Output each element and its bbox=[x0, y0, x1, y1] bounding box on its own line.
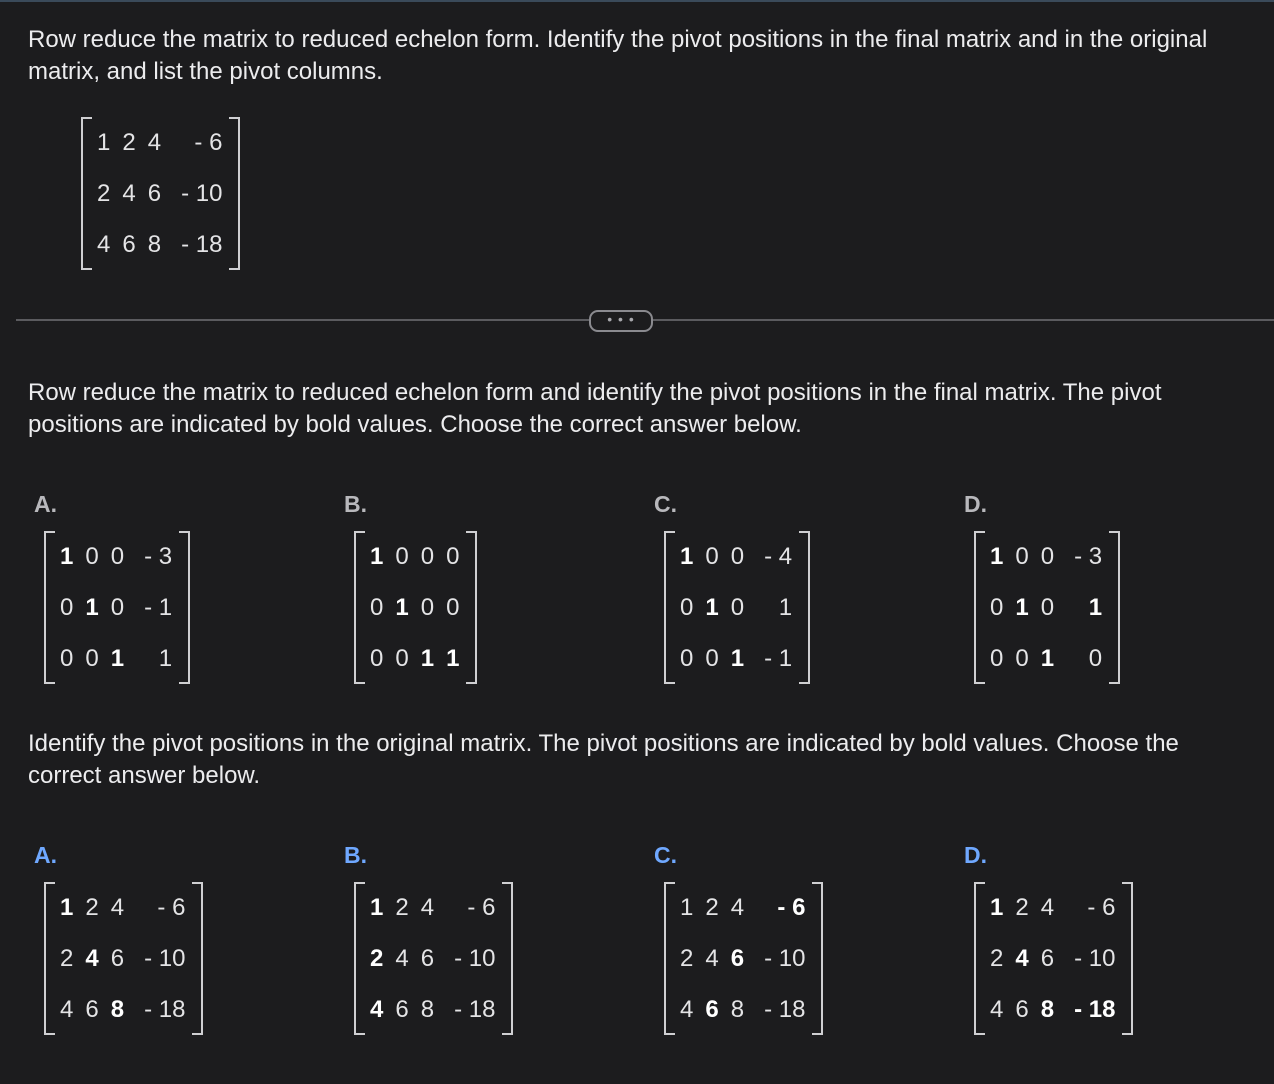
matrix-cell: - 4 bbox=[764, 542, 793, 570]
matrix-cell: - 18 bbox=[144, 995, 186, 1023]
matrix-cell: - 1 bbox=[144, 593, 173, 621]
matrix-cell: 1 bbox=[60, 542, 74, 570]
matrix-cell: 0 bbox=[85, 644, 99, 672]
matrix-cell: 4 bbox=[1015, 944, 1029, 972]
matrix-cell: 0 bbox=[446, 593, 460, 621]
matrix-cell: 1 bbox=[1015, 593, 1029, 621]
matrix-cell: 0 bbox=[680, 644, 694, 672]
left-bracket bbox=[81, 117, 92, 270]
matrix-cell: 0 bbox=[446, 542, 460, 570]
part1-option-d-label[interactable]: D. bbox=[964, 491, 987, 517]
matrix-cell: - 18 bbox=[454, 995, 496, 1023]
matrix-cell: 4 bbox=[1040, 893, 1055, 921]
matrix-cell: 1 bbox=[990, 893, 1004, 921]
right-bracket bbox=[229, 117, 240, 270]
matrix-cell: 0 bbox=[395, 644, 409, 672]
matrix-cell: 1 bbox=[778, 593, 793, 621]
matrix-cell: 0 bbox=[990, 644, 1004, 672]
matrix-cell: 0 bbox=[1040, 593, 1055, 621]
matrix-cell: 0 bbox=[60, 644, 74, 672]
matrix-cell: - 6 bbox=[467, 893, 496, 921]
matrix-cell: 8 bbox=[420, 995, 435, 1023]
matrix-cell: 4 bbox=[730, 893, 745, 921]
part2-option-b-matrix[interactable] bbox=[354, 882, 513, 1035]
matrix-cell: 4 bbox=[60, 995, 74, 1023]
matrix-cell: 4 bbox=[147, 128, 162, 156]
part1-option-d-matrix[interactable] bbox=[974, 531, 1120, 684]
matrix-cell: 0 bbox=[420, 542, 435, 570]
matrix-cell: 4 bbox=[395, 944, 409, 972]
part1-option-b-label[interactable]: B. bbox=[344, 491, 367, 517]
matrix-cell: 6 bbox=[147, 179, 162, 207]
question-prompt: Row reduce the matrix to reduced echelon form. Identify the pivot positions in the final matrix and in the original matrix, and list the pivot columns. bbox=[28, 26, 1208, 85]
matrix-cell: 4 bbox=[705, 944, 719, 972]
matrix-cell: 4 bbox=[990, 995, 1004, 1023]
matrix-cell: 0 bbox=[705, 644, 719, 672]
original-matrix bbox=[81, 117, 240, 270]
part1-prompt: Row reduce the matrix to reduced echelon form and identify the pivot positions in the final matrix. The pivot positions are indicated by bold values. Choose the correct answer below. bbox=[28, 379, 1162, 438]
matrix-cell: 1 bbox=[395, 593, 409, 621]
matrix-cell: 0 bbox=[730, 593, 745, 621]
matrix-cell: 0 bbox=[420, 593, 435, 621]
matrix-cell: 4 bbox=[85, 944, 99, 972]
matrix-cell: 8 bbox=[147, 230, 162, 258]
matrix-cell: 2 bbox=[680, 944, 694, 972]
matrix-cell: 4 bbox=[97, 230, 111, 258]
part1-option-b-matrix[interactable] bbox=[354, 531, 477, 684]
matrix-cell: 2 bbox=[122, 128, 136, 156]
matrix-cell: 6 bbox=[85, 995, 99, 1023]
matrix-cell: 1 bbox=[370, 893, 384, 921]
matrix-cell: - 18 bbox=[764, 995, 806, 1023]
part2-option-a-matrix[interactable] bbox=[44, 882, 203, 1035]
matrix-cell: - 10 bbox=[1074, 944, 1116, 972]
matrix-cell: 1 bbox=[730, 644, 745, 672]
matrix-cell: - 10 bbox=[144, 944, 186, 972]
matrix-cell: 6 bbox=[122, 230, 136, 258]
part1-option-a-matrix[interactable] bbox=[44, 531, 190, 684]
matrix-cell: - 18 bbox=[1074, 995, 1116, 1023]
matrix-cell: 0 bbox=[1088, 644, 1103, 672]
matrix-cell: 0 bbox=[110, 593, 125, 621]
matrix-cell: 1 bbox=[1088, 593, 1103, 621]
matrix-cell: - 3 bbox=[144, 542, 173, 570]
matrix-cell: 0 bbox=[395, 542, 409, 570]
matrix-cell: 6 bbox=[395, 995, 409, 1023]
matrix-cell: 0 bbox=[85, 542, 99, 570]
matrix-cell: 1 bbox=[110, 644, 125, 672]
matrix-cell: 2 bbox=[97, 179, 111, 207]
part2-option-d-label[interactable]: D. bbox=[964, 842, 987, 868]
matrix-cell: 0 bbox=[990, 593, 1004, 621]
part2-option-c-label[interactable]: C. bbox=[654, 842, 677, 868]
part2-option-c-matrix[interactable] bbox=[664, 882, 823, 1035]
matrix-cell: 8 bbox=[730, 995, 745, 1023]
matrix-cell: 0 bbox=[370, 593, 384, 621]
matrix-cell: 0 bbox=[370, 644, 384, 672]
matrix-cell: - 6 bbox=[157, 893, 186, 921]
matrix-cell: 8 bbox=[1040, 995, 1055, 1023]
matrix-cell: 6 bbox=[730, 944, 745, 972]
matrix-cell: 1 bbox=[85, 593, 99, 621]
matrix-cell: 1 bbox=[97, 128, 111, 156]
matrix-cell: 0 bbox=[730, 542, 745, 570]
top-border bbox=[0, 0, 1274, 2]
matrix-cell: 4 bbox=[680, 995, 694, 1023]
matrix-cell: 2 bbox=[85, 893, 99, 921]
matrix-cell: 2 bbox=[705, 893, 719, 921]
matrix-cell: 1 bbox=[990, 542, 1004, 570]
matrix-cell: 4 bbox=[370, 995, 384, 1023]
matrix-cell: - 10 bbox=[454, 944, 496, 972]
matrix-cell: - 6 bbox=[777, 893, 806, 921]
matrix-cell: 6 bbox=[705, 995, 719, 1023]
matrix-cell: 1 bbox=[370, 542, 384, 570]
matrix-cell: 2 bbox=[1015, 893, 1029, 921]
matrix-cell: 1 bbox=[158, 644, 173, 672]
matrix-cell: 4 bbox=[122, 179, 136, 207]
matrix-cell: 6 bbox=[1015, 995, 1029, 1023]
matrix-cell: - 1 bbox=[764, 644, 793, 672]
matrix-cell: - 3 bbox=[1074, 542, 1103, 570]
matrix-cell: 4 bbox=[420, 893, 435, 921]
matrix-cell: 1 bbox=[446, 644, 460, 672]
matrix-cell: - 10 bbox=[764, 944, 806, 972]
matrix-cell: - 10 bbox=[181, 179, 223, 207]
matrix-cell: 1 bbox=[680, 542, 694, 570]
matrix-cell: 6 bbox=[420, 944, 435, 972]
matrix-cell: 2 bbox=[395, 893, 409, 921]
expand-more-button[interactable]: • • • bbox=[589, 310, 653, 332]
part1-option-a-label[interactable]: A. bbox=[34, 491, 57, 517]
part1-option-c-matrix[interactable] bbox=[664, 531, 810, 684]
matrix-cell: 1 bbox=[680, 893, 694, 921]
matrix-cell: 6 bbox=[1040, 944, 1055, 972]
matrix-cell: - 18 bbox=[181, 230, 223, 258]
matrix-cell: - 6 bbox=[194, 128, 223, 156]
matrix-cell: 1 bbox=[705, 593, 719, 621]
matrix-cell: 2 bbox=[990, 944, 1004, 972]
matrix-cell: 0 bbox=[1040, 542, 1055, 570]
part1-option-c-label[interactable]: C. bbox=[654, 491, 677, 517]
matrix-cell: 1 bbox=[1040, 644, 1055, 672]
matrix-cell: 0 bbox=[110, 542, 125, 570]
matrix-cell: 0 bbox=[60, 593, 74, 621]
matrix-cell: 6 bbox=[110, 944, 125, 972]
matrix-cell: - 6 bbox=[1087, 893, 1116, 921]
matrix-cell: 1 bbox=[60, 893, 74, 921]
matrix-cell: 4 bbox=[110, 893, 125, 921]
matrix-cell: 0 bbox=[1015, 644, 1029, 672]
part2-option-a-label[interactable]: A. bbox=[34, 842, 57, 868]
matrix-cell: 1 bbox=[420, 644, 435, 672]
part2-option-b-label[interactable]: B. bbox=[344, 842, 367, 868]
matrix-cell: 2 bbox=[370, 944, 384, 972]
matrix-cell: 0 bbox=[680, 593, 694, 621]
matrix-cell: 0 bbox=[1015, 542, 1029, 570]
matrix-cell: 0 bbox=[705, 542, 719, 570]
part2-prompt: Identify the pivot positions in the original matrix. The pivot positions are indicated by bold values. Choose the correct answer below. bbox=[28, 730, 1179, 789]
part2-option-d-matrix[interactable] bbox=[974, 882, 1133, 1035]
matrix-cell: 8 bbox=[110, 995, 125, 1023]
matrix-cell: 2 bbox=[60, 944, 74, 972]
